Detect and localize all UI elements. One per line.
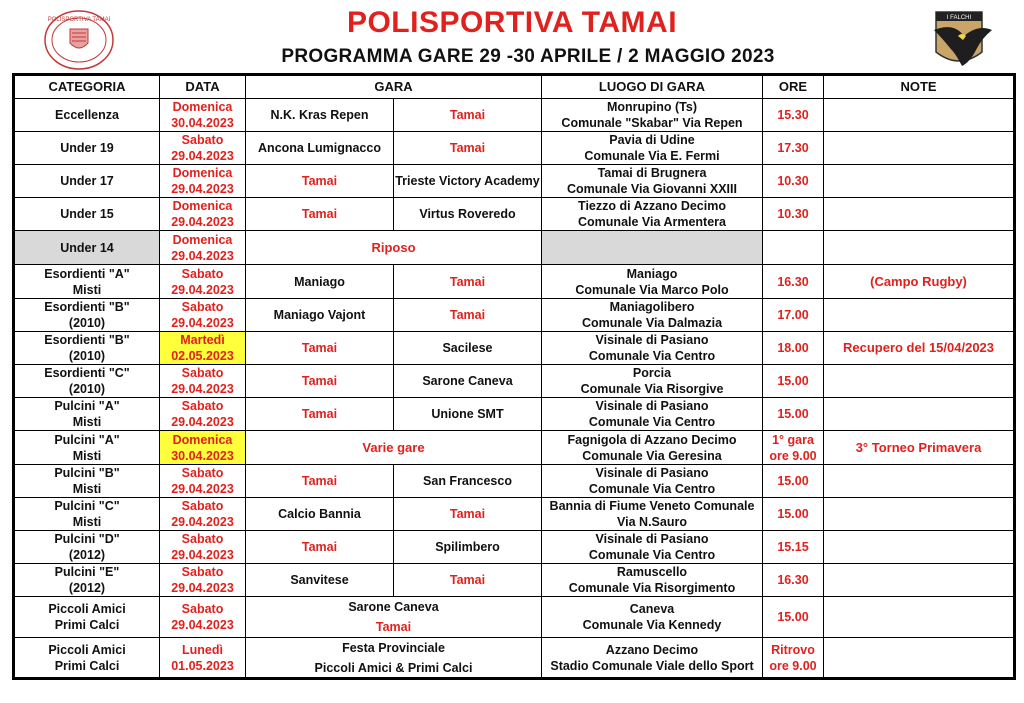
ore-cell-line: 10.30 [777,207,809,221]
note-cell [824,365,1015,398]
data-cell [160,198,246,231]
ore-cell [763,564,824,597]
away-team-cell [394,99,542,132]
luogo-cell [542,564,763,597]
away-team-cell-line: Tamai [449,141,486,155]
data-cell-line: Sabato [181,565,224,579]
data-cell-line: Sabato [181,133,224,147]
data-cell [160,431,246,465]
away-team-cell [394,132,542,165]
ore-cell [763,265,824,299]
data-cell [160,398,246,431]
ore-cell [763,165,824,198]
data-cell-line: Sabato [181,466,224,480]
luogo-cell-line: Via N.Sauro [617,515,687,529]
ore-cell-line: Ritrovo [771,642,815,657]
ore-cell-line: 15.00 [777,610,809,624]
data-cell-line: 02.05.2023 [171,349,234,363]
luogo-cell [542,265,763,299]
note-cell [824,198,1015,231]
categoria-cell-line: Misti [72,482,102,496]
categoria-cell [14,299,160,332]
ore-cell [763,465,824,498]
data-cell-line: 29.04.2023 [171,182,234,196]
categoria-cell-line: Under 14 [60,240,114,255]
page-subtitle: PROGRAMMA GARE 29 -30 APRILE / 2 MAGGIO 2023 [281,46,775,67]
categoria-cell [14,231,160,265]
luogo-cell [542,531,763,564]
categoria-cell-line: Misti [72,515,102,529]
home-team-cell-line: Tamai [301,474,338,488]
away-team-cell [394,265,542,299]
col-luogo: LUOGO DI GARA [542,75,763,99]
i-falchi-logo [928,10,994,70]
home-team-cell [246,564,394,597]
table-row [14,165,1015,198]
away-team-cell [394,498,542,531]
luogo-cell-line: Stadio Comunale Viale dello Sport [550,658,754,673]
data-cell-line: Sabato [181,532,224,546]
note-cell [824,564,1015,597]
luogo-cell-line: Comunale Via Centro [588,548,716,562]
away-team-cell-line: Virtus Roveredo [419,207,516,221]
page-title: POLISPORTIVA TAMAI [346,6,678,39]
ore-cell [763,198,824,231]
table-header-row [14,75,1015,99]
luogo-cell-line: Comunale Via Giovanni XXIII [567,182,737,196]
luogo-cell [542,99,763,132]
ore-cell [763,99,824,132]
away-team-cell [394,398,542,431]
ore-cell-line: 1° gara [772,432,814,447]
ore-cell-line: 16.30 [777,573,809,587]
luogo-cell-line: Comunale Via E. Fermi [584,149,720,163]
categoria-cell [14,465,160,498]
away-team-cell [394,365,542,398]
ore-cell [763,332,824,365]
col-data: DATA [160,75,246,99]
categoria-cell-line: Pulcini "A" [54,432,120,447]
data-cell [160,597,246,638]
luogo-cell-line: Comunale Via Centro [588,415,716,429]
away-team-cell-line: Sacilese [442,341,493,355]
luogo-cell [542,165,763,198]
table-row [14,498,1015,531]
ore-cell [763,132,824,165]
data-cell [160,332,246,365]
note-cell-line: 3° Torneo Primavera [855,439,982,455]
col-ore: ORE [763,75,824,99]
table-row [14,638,1015,679]
categoria-cell-line: Primi Calci [54,658,120,673]
data-cell-line: 30.04.2023 [171,448,234,463]
categoria-cell-line: Misti [72,448,102,463]
home-team-cell [246,365,394,398]
ore-cell [763,365,824,398]
ore-cell [763,431,824,465]
schedule-table [12,73,1016,680]
note-cell [824,132,1015,165]
note-cell-line: Recupero del 15/04/2023 [842,340,995,355]
luogo-cell-line: Monrupino (Ts) [606,100,698,114]
gara-line: Festa Provinciale [342,640,445,655]
ore-cell-line: 15.30 [777,108,809,122]
categoria-cell [14,398,160,431]
away-team-cell-line: Tamai [449,108,486,122]
categoria-cell-line: Esordienti "B" [44,333,130,347]
gara-cell [246,638,542,679]
away-team-cell-line: Sarone Caneva [422,374,513,388]
away-team-cell-line: Tamai [449,507,486,521]
data-cell-line: 29.04.2023 [171,548,234,562]
ore-cell [763,299,824,332]
categoria-cell-line: (2010) [68,316,106,330]
gara-line: Piccoli Amici & Primi Calci [314,660,473,675]
data-cell-line: 01.05.2023 [171,658,234,673]
luogo-cell-line: Porcia [632,366,672,380]
categoria-cell [14,265,160,299]
categoria-cell-line: Misti [72,282,102,297]
data-cell-line: 29.04.2023 [171,316,234,330]
ore-cell-line: 16.30 [777,274,809,289]
data-cell-line: 29.04.2023 [171,515,234,529]
luogo-cell [542,132,763,165]
data-cell-line: Sabato [181,602,224,616]
data-cell-line: Domenica [172,232,233,247]
categoria-cell-line: Pulcini "D" [54,532,120,546]
note-cell [824,332,1015,365]
data-cell-line: Domenica [172,100,233,114]
col-categoria: CATEGORIA [14,75,160,99]
page-header [0,0,1024,72]
away-team-cell [394,465,542,498]
home-team-cell-line: Tamai [301,407,338,421]
ore-cell [763,638,824,679]
home-team-cell [246,531,394,564]
luogo-cell-line: Visinale di Pasiano [595,399,709,413]
data-cell-line: Sabato [181,499,224,513]
luogo-cell-line: Comunale Via Armentera [578,215,726,229]
categoria-cell [14,597,160,638]
data-cell-line: 29.04.2023 [171,382,234,396]
luogo-cell-line: Caneva [629,602,675,616]
note-cell [824,165,1015,198]
table-row [14,132,1015,165]
data-cell-line: Domenica [172,432,233,447]
categoria-cell-line: (2010) [68,349,106,363]
categoria-cell [14,498,160,531]
categoria-cell-line: Under 17 [60,174,114,188]
categoria-cell-line: (2012) [68,548,106,562]
data-cell [160,231,246,265]
categoria-cell [14,531,160,564]
home-team-cell-line: Tamai [301,341,338,355]
data-cell-line: 29.04.2023 [171,415,234,429]
luogo-cell-line: Comunale Via Dalmazia [581,316,723,330]
table-row [14,597,1015,638]
gara-line: Sarone Caneva [348,600,439,614]
luogo-cell-line: Comunale Via Centro [588,482,716,496]
away-team-cell [394,332,542,365]
categoria-cell-line: Esordienti "A" [44,266,130,281]
ore-cell-line: 10.30 [777,174,809,188]
categoria-cell [14,638,160,679]
luogo-cell-line: Comunale Via Geresina [582,448,722,463]
table-row [14,398,1015,431]
away-team-cell-line: Tamai [449,573,486,587]
home-team-cell-line: Sanvitese [290,573,349,587]
data-cell-line: Sabato [181,366,224,380]
categoria-cell-line: Esordienti "C" [44,366,130,380]
luogo-cell [542,638,763,679]
col-gara: GARA [246,75,542,99]
categoria-cell [14,132,160,165]
note-cell [824,231,1015,265]
luogo-cell-line: Comunale "Skabar" Via Repen [561,116,743,130]
note-cell [824,299,1015,332]
categoria-cell-line: Eccellenza [55,108,119,122]
luogo-cell-line: Comunale Via Risorgive [580,382,724,396]
away-team-cell-line: Unione SMT [431,407,504,421]
home-team-cell-line: Ancona Lumignacco [258,141,381,155]
col-note: NOTE [824,75,1015,99]
ore-cell [763,398,824,431]
home-team-cell [246,398,394,431]
table-row [14,231,1015,265]
gara-cell [246,231,542,265]
home-team-cell-line: Tamai [301,374,338,388]
luogo-cell-line: Comunale Via Kennedy [582,618,722,632]
luogo-cell [542,498,763,531]
data-cell-line: 29.04.2023 [171,149,234,163]
data-cell-line: Martedì [180,333,225,347]
logo-right-text: I FALCHI [946,15,972,21]
away-team-cell-line: Tamai [449,308,486,322]
gara-cell [246,431,542,465]
away-team-cell [394,564,542,597]
ore-cell [763,231,824,265]
ore-cell-line: 15.15 [777,540,809,554]
home-team-cell-line: Tamai [301,540,338,554]
home-team-cell [246,99,394,132]
categoria-cell-line: Pulcini "C" [54,499,120,513]
data-cell [160,299,246,332]
data-cell [160,365,246,398]
note-cell [824,398,1015,431]
data-cell-line: 30.04.2023 [171,116,234,130]
luogo-cell-line: Pavia di Udine [609,133,695,147]
categoria-cell [14,198,160,231]
ore-cell [763,498,824,531]
data-cell [160,99,246,132]
away-team-cell [394,531,542,564]
table-row [14,265,1015,299]
home-team-cell-line: Tamai [301,207,338,221]
gara-line: Tamai [375,620,412,634]
categoria-cell-line: Piccoli Amici [48,602,126,616]
ore-cell-line: ore 9.00 [769,448,817,463]
ore-cell [763,531,824,564]
luogo-cell-line: Visinale di Pasiano [595,466,709,480]
data-cell-line: 29.04.2023 [171,482,234,496]
data-cell-line: 29.04.2023 [171,618,234,632]
luogo-cell [542,299,763,332]
table-row [14,431,1015,465]
categoria-cell-line: Pulcini "A" [54,399,120,413]
luogo-cell-line: Visinale di Pasiano [595,532,709,546]
data-cell [160,564,246,597]
gara-cell [246,597,542,638]
table-row [14,299,1015,332]
table-row [14,465,1015,498]
categoria-cell-line: Primi Calci [54,618,120,632]
luogo-cell [542,231,763,265]
data-cell-line: 29.04.2023 [171,581,234,595]
away-team-cell-line: Trieste Victory Academy [395,174,540,188]
home-team-cell-line: N.K. Kras Repen [270,108,369,122]
luogo-cell-line: Tiezzo di Azzano Decimo [578,199,726,213]
note-cell [824,265,1015,299]
table-row [14,198,1015,231]
categoria-cell-line: (2012) [68,581,106,595]
luogo-cell-line: Bannia di Fiume Veneto Comunale [549,499,755,513]
home-team-cell [246,498,394,531]
categoria-cell [14,99,160,132]
table-row [14,365,1015,398]
luogo-cell-line: Comunale Via Centro [588,349,716,363]
luogo-cell [542,398,763,431]
luogo-cell-line: Fagnigola di Azzano Decimo [567,432,737,447]
categoria-cell-line: Piccoli Amici [48,642,126,657]
home-team-cell-line: Calcio Bannia [278,507,361,521]
luogo-cell [542,198,763,231]
data-cell [160,498,246,531]
away-team-cell-line: Spilimbero [435,540,500,554]
luogo-cell-line: Azzano Decimo [605,642,699,657]
categoria-cell [14,165,160,198]
data-cell-line: Lunedì [182,642,223,657]
luogo-cell-line: Maniago [626,266,678,281]
luogo-cell-line: Visinale di Pasiano [595,333,709,347]
categoria-cell-line: Pulcini "B" [54,466,120,480]
categoria-cell-line: Esordienti "B" [44,300,130,314]
luogo-cell-line: Tamai di Brugnera [597,166,707,180]
home-team-cell [246,299,394,332]
data-cell [160,165,246,198]
note-cell [824,597,1015,638]
ore-cell-line: 17.00 [777,308,809,322]
data-cell [160,465,246,498]
away-team-cell-line: Tamai [449,274,486,289]
note-cell [824,431,1015,465]
luogo-cell [542,332,763,365]
data-cell-line: Domenica [172,199,233,213]
ore-cell-line: 17.30 [777,141,809,155]
ore-cell-line: 15.00 [777,374,809,388]
data-cell-line: 29.04.2023 [171,282,234,297]
logo-left-text: POLISPORTIVA TAMAI [47,17,111,23]
categoria-cell [14,564,160,597]
categoria-cell-line: (2010) [68,382,106,396]
luogo-cell-line: Ramuscello [616,565,688,579]
home-team-cell [246,198,394,231]
data-cell [160,132,246,165]
ore-cell-line: ore 9.00 [769,658,817,673]
away-team-cell [394,165,542,198]
away-team-cell [394,198,542,231]
data-cell [160,265,246,299]
data-cell-line: Sabato [181,266,224,281]
categoria-cell-line: Misti [72,415,102,429]
ore-cell-line: 15.00 [777,474,809,488]
gara-line: Riposo [371,239,416,255]
categoria-cell-line: Under 15 [60,207,114,221]
gara-line: Varie gare [362,439,425,455]
luogo-cell [542,365,763,398]
note-cell [824,498,1015,531]
categoria-cell-line: Under 19 [60,141,114,155]
categoria-cell [14,431,160,465]
note-cell [824,99,1015,132]
ore-cell [763,597,824,638]
home-team-cell-line: Maniago [294,274,345,289]
ore-cell-line: 18.00 [777,341,809,355]
home-team-cell [246,265,394,299]
note-cell-line: (Campo Rugby) [870,273,967,289]
categoria-cell-line: Pulcini "E" [54,565,120,579]
luogo-cell-line: Maniagolibero [609,300,695,314]
data-cell-line: Domenica [172,166,233,180]
luogo-cell [542,597,763,638]
luogo-cell-line: Comunale Via Risorgimento [568,581,736,595]
away-team-cell [394,299,542,332]
away-team-cell-line: San Francesco [423,474,512,488]
data-cell-line: 29.04.2023 [171,248,234,263]
table-row [14,99,1015,132]
table-row [14,531,1015,564]
categoria-cell [14,332,160,365]
ore-cell-line: 15.00 [777,507,809,521]
note-cell [824,531,1015,564]
luogo-cell-line: Comunale Via Marco Polo [575,282,729,297]
note-cell [824,465,1015,498]
data-cell [160,531,246,564]
data-cell [160,638,246,679]
home-team-cell [246,165,394,198]
ore-cell-line: 15.00 [777,407,809,421]
data-cell-line: Sabato [181,399,224,413]
data-cell-line: 29.04.2023 [171,215,234,229]
note-cell [824,638,1015,679]
table-row [14,332,1015,365]
data-cell-line: Sabato [181,300,224,314]
table-row [14,564,1015,597]
categoria-cell [14,365,160,398]
home-team-cell [246,132,394,165]
home-team-cell-line: Maniago Vajont [273,308,366,322]
home-team-cell [246,332,394,365]
home-team-cell-line: Tamai [301,174,338,188]
home-team-cell [246,465,394,498]
luogo-cell [542,431,763,465]
luogo-cell [542,465,763,498]
